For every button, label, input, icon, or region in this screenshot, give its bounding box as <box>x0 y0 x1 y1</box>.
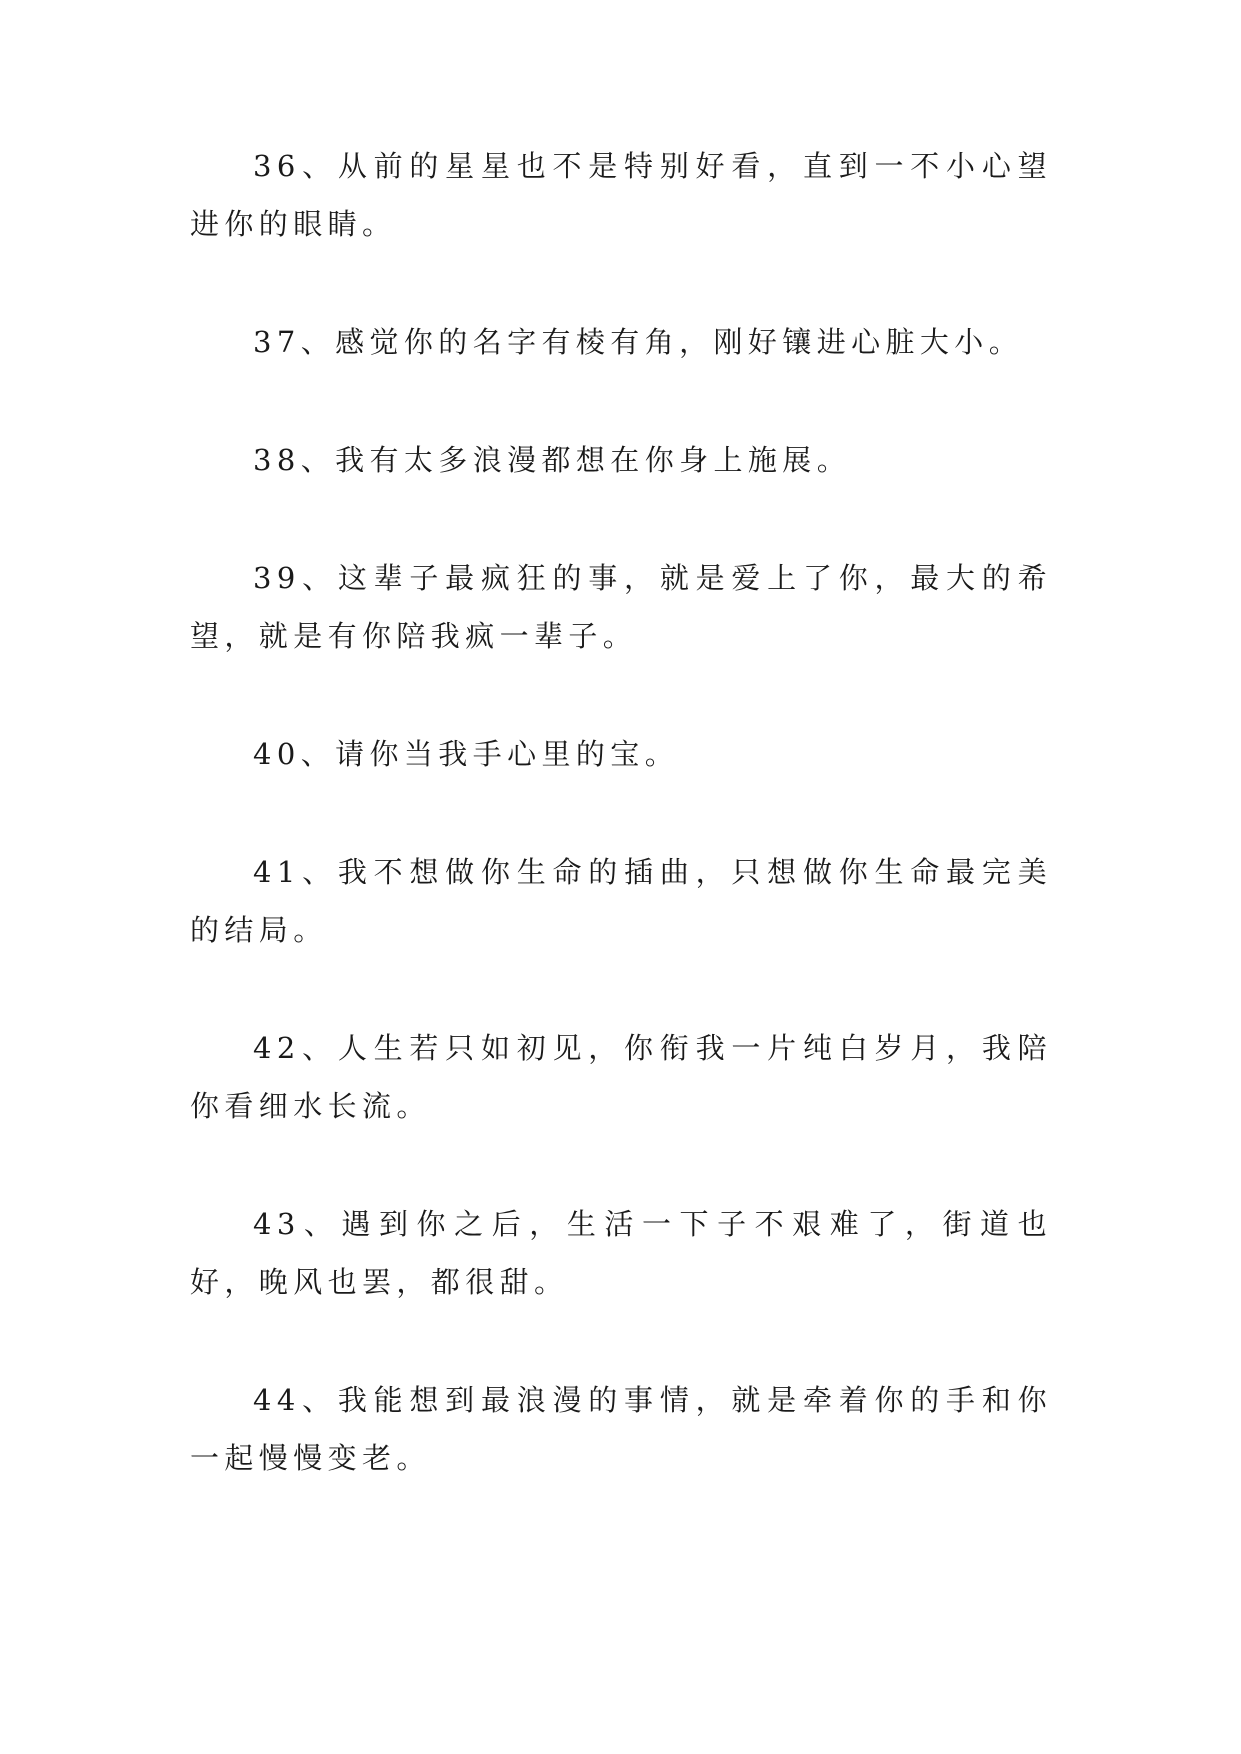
paragraph-42: 42、人生若只如初见，你衔我一片纯白岁月，我陪你看细水长流。 <box>190 1031 1052 1123</box>
document-body <box>190 137 1052 1547</box>
paragraph-40: 40、请你当我手心里的宝。 <box>253 737 680 771</box>
paragraph-44: 44、我能想到最浪漫的事情，就是牵着你的手和你一起慢慢变老。 <box>190 1383 1052 1475</box>
paragraph-36: 36、从前的星星也不是特别好看，直到一不小心望进你的眼睛。 <box>190 149 1052 241</box>
paragraph-37: 37、感觉你的名字有棱有角，刚好镶进心脏大小。 <box>253 325 1024 359</box>
paragraph-38: 38、我有太多浪漫都想在你身上施展。 <box>253 443 852 477</box>
paragraph-41: 41、我不想做你生命的插曲，只想做你生命最完美的结局。 <box>190 855 1052 947</box>
paragraph-43: 43、遇到你之后，生活一下子不艰难了，街道也好，晚风也罢，都很甜。 <box>190 1207 1052 1299</box>
paragraph-39: 39、这辈子最疯狂的事，就是爱上了你，最大的希望，就是有你陪我疯一辈子。 <box>190 561 1052 653</box>
